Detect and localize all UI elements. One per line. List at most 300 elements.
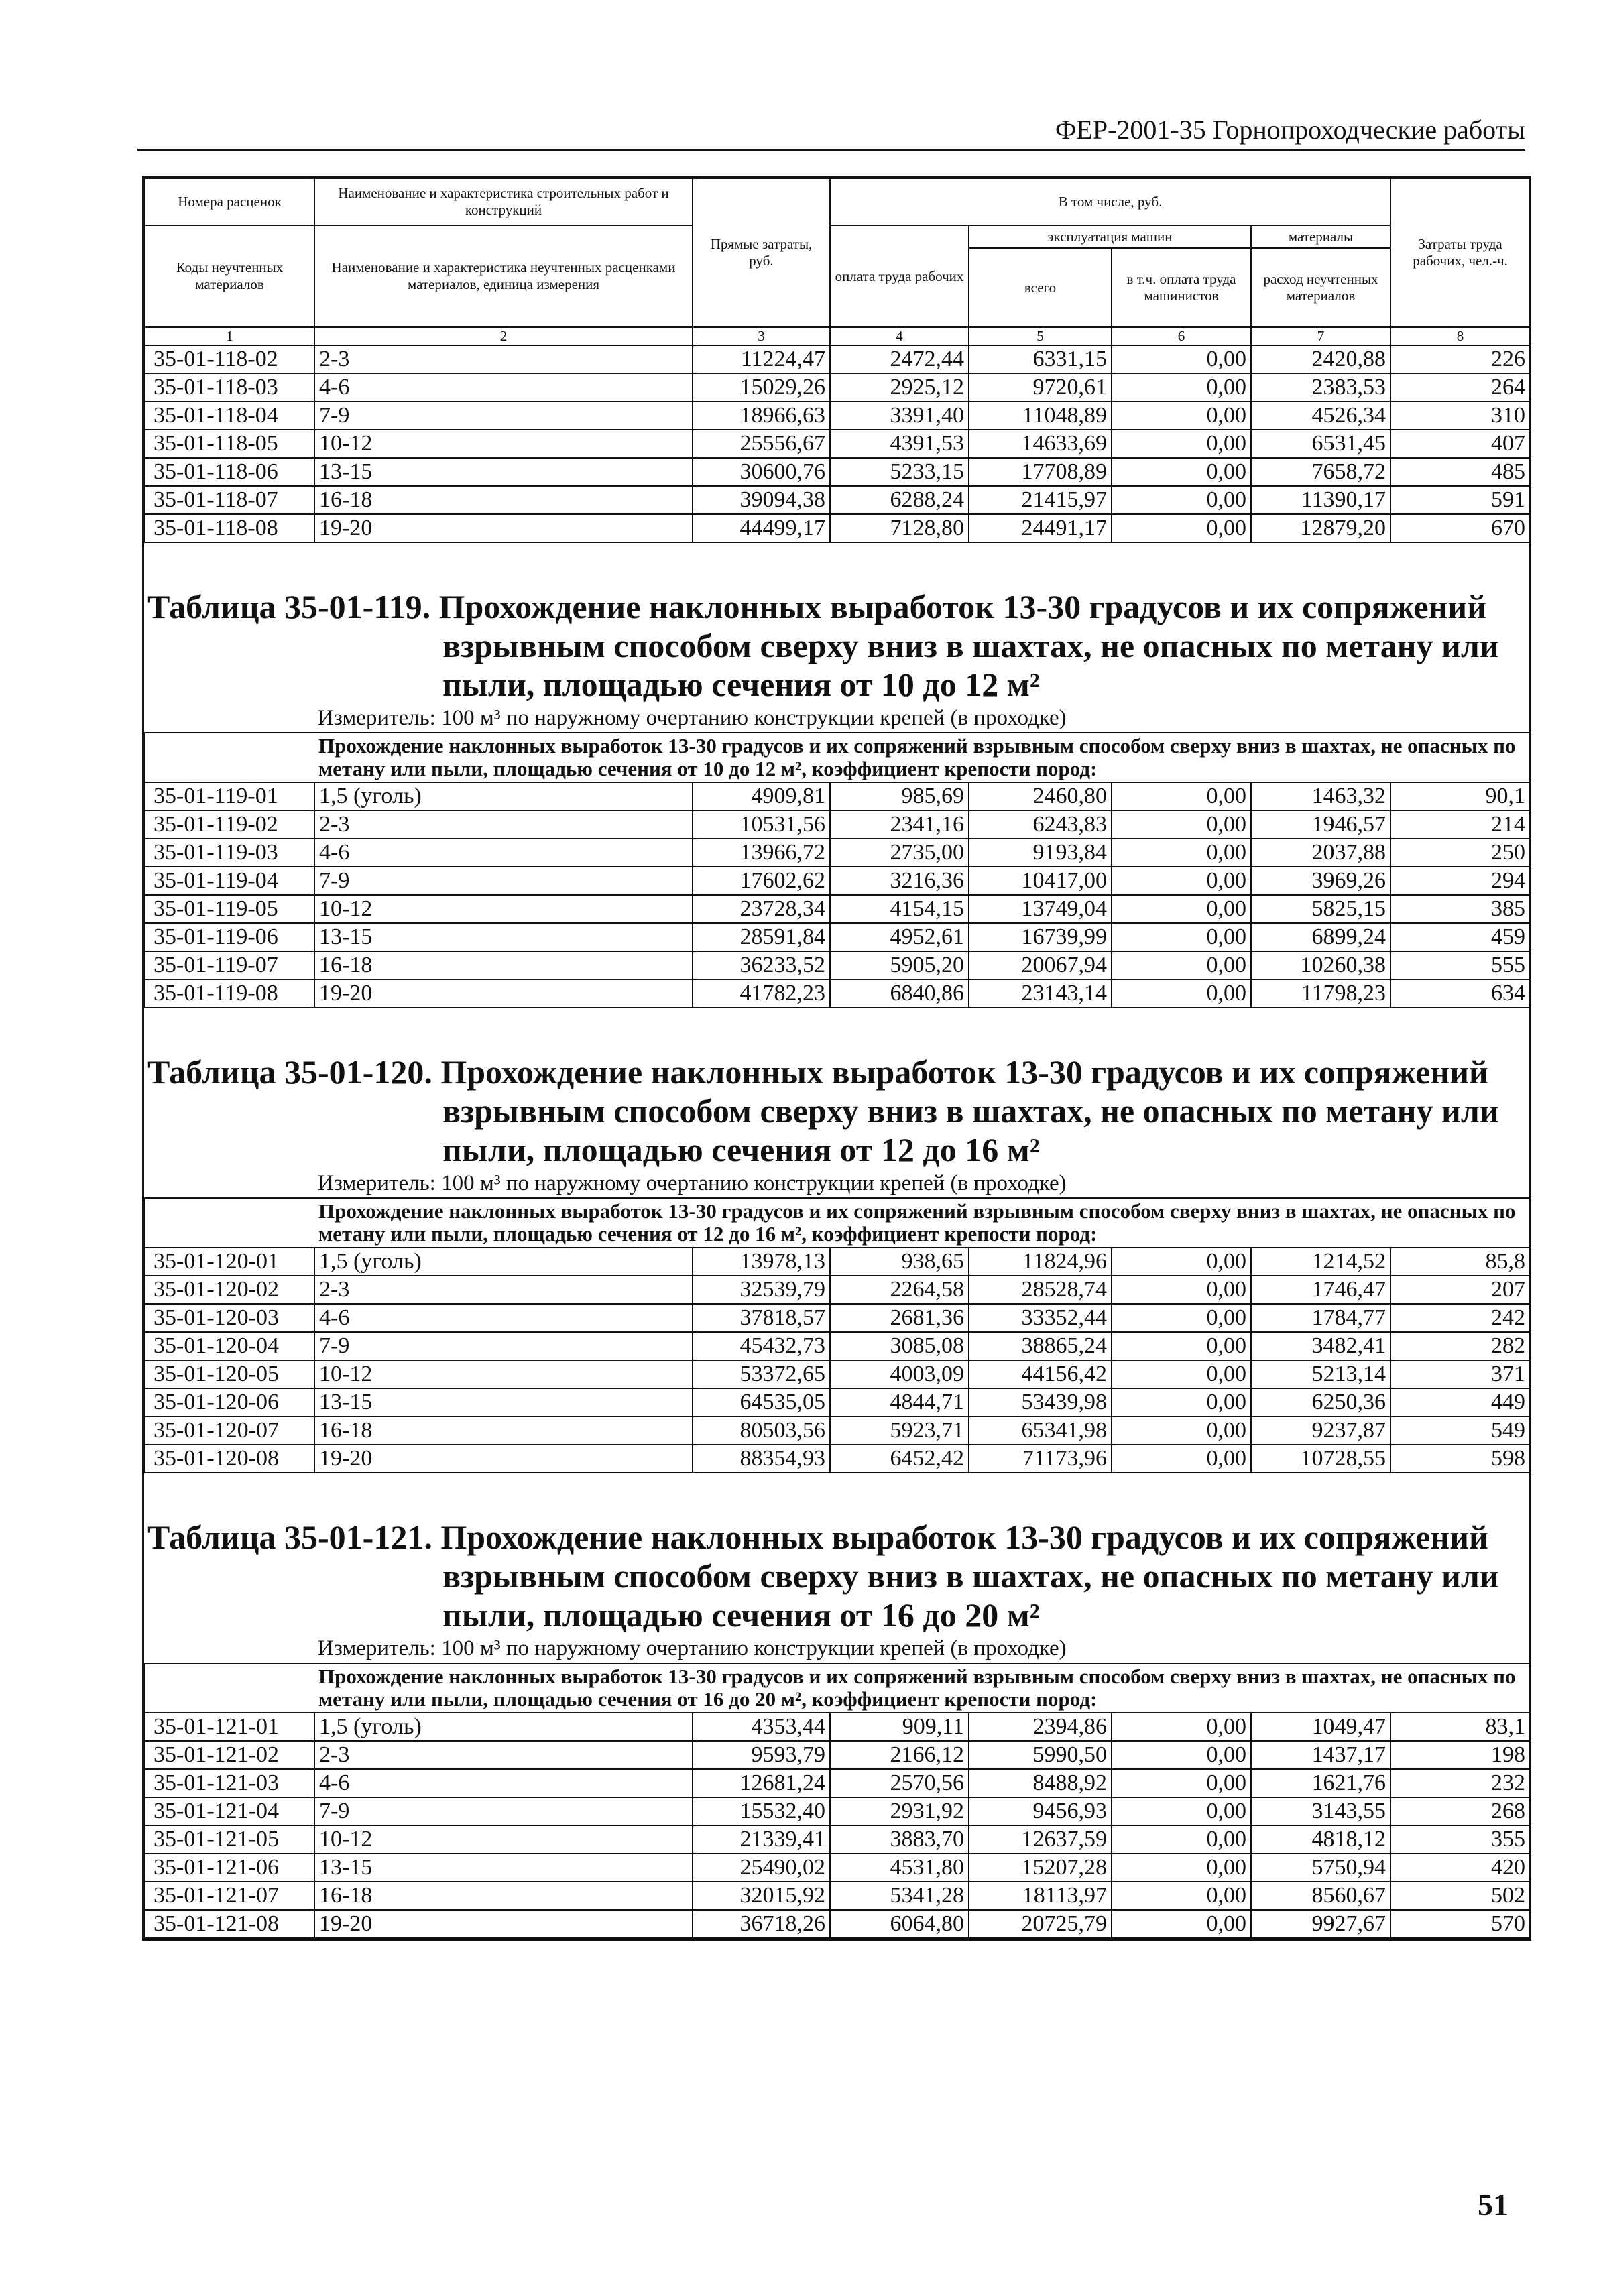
table-row bbox=[145, 810, 1530, 839]
section-title-line: Таблица 35-01-120. Прохождение наклонных выработок 13-30 градусов и их сопряжений bbox=[147, 1053, 1488, 1091]
description-empty bbox=[145, 1663, 314, 1713]
table-cell: 4-6 bbox=[314, 373, 693, 402]
table-cell: 2420,88 bbox=[1251, 345, 1390, 373]
table-cell: 44156,42 bbox=[969, 1360, 1112, 1388]
table-cell: 7658,72 bbox=[1251, 458, 1390, 486]
col-number: 8 bbox=[1390, 327, 1530, 345]
table-cell: 4909,81 bbox=[693, 782, 830, 810]
table-cell: 268 bbox=[1390, 1797, 1530, 1825]
table-cell: 15029,26 bbox=[693, 373, 830, 402]
table-cell: 6064,80 bbox=[830, 1910, 969, 1938]
measure-row bbox=[145, 704, 1530, 733]
table-cell: 385 bbox=[1390, 895, 1530, 923]
table-cell: 670 bbox=[1390, 514, 1530, 542]
table-cell: 28528,74 bbox=[969, 1276, 1112, 1304]
table-cell: 9593,79 bbox=[693, 1741, 830, 1769]
table-cell: 4531,80 bbox=[830, 1854, 969, 1882]
table-cell: 598 bbox=[1390, 1445, 1530, 1473]
table-cell: 23728,34 bbox=[693, 895, 830, 923]
table-cell: 0,00 bbox=[1112, 1416, 1251, 1445]
table-cell: 0,00 bbox=[1112, 1388, 1251, 1416]
table-cell: 634 bbox=[1390, 979, 1530, 1008]
measure-row bbox=[145, 1169, 1530, 1198]
table-cell: 5233,15 bbox=[830, 458, 969, 486]
table-cell: 35-01-120-08 bbox=[145, 1445, 314, 1473]
table-cell: 449 bbox=[1390, 1388, 1530, 1416]
table-cell: 6899,24 bbox=[1251, 923, 1390, 951]
table-cell: 35-01-120-02 bbox=[145, 1276, 314, 1304]
table-cell: 35-01-121-05 bbox=[145, 1825, 314, 1854]
table-cell: 11824,96 bbox=[969, 1248, 1112, 1276]
table-cell: 9720,61 bbox=[969, 373, 1112, 402]
table-row bbox=[145, 1882, 1530, 1910]
table-cell: 35-01-118-05 bbox=[145, 430, 314, 458]
table-cell: 9237,87 bbox=[1251, 1416, 1390, 1445]
table-cell: 41782,23 bbox=[693, 979, 830, 1008]
table-cell: 35-01-121-07 bbox=[145, 1882, 314, 1910]
table-cell: 0,00 bbox=[1112, 1854, 1251, 1882]
table-cell: 5341,28 bbox=[830, 1882, 969, 1910]
description-row bbox=[145, 733, 1530, 782]
table-cell: 35-01-121-04 bbox=[145, 1797, 314, 1825]
table-cell: 35-01-120-01 bbox=[145, 1248, 314, 1276]
table-cell: 207 bbox=[1390, 1276, 1530, 1304]
rates-table bbox=[144, 178, 1531, 1939]
table-cell: 1,5 (уголь) bbox=[314, 782, 693, 810]
table-cell: 549 bbox=[1390, 1416, 1530, 1445]
table-cell: 10-12 bbox=[314, 1360, 693, 1388]
table-cell: 2166,12 bbox=[830, 1741, 969, 1769]
table-cell: 5990,50 bbox=[969, 1741, 1112, 1769]
table-row bbox=[145, 1910, 1530, 1938]
table-cell: 7-9 bbox=[314, 867, 693, 895]
table-cell: 5750,94 bbox=[1251, 1854, 1390, 1882]
table-cell: 17708,89 bbox=[969, 458, 1112, 486]
table-cell: 0,00 bbox=[1112, 345, 1251, 373]
table-cell: 0,00 bbox=[1112, 782, 1251, 810]
table-cell: 3969,26 bbox=[1251, 867, 1390, 895]
table-cell: 1621,76 bbox=[1251, 1769, 1390, 1797]
col-material-name: Наименование и характеристика неучтенных расценками материалов, единица измерения bbox=[314, 225, 693, 327]
table-cell: 2394,86 bbox=[969, 1713, 1112, 1741]
table-cell: 35-01-121-06 bbox=[145, 1854, 314, 1882]
table-cell: 12681,24 bbox=[693, 1769, 830, 1797]
table-cell: 4-6 bbox=[314, 1769, 693, 1797]
table-cell: 2-3 bbox=[314, 1276, 693, 1304]
table-cell: 5905,20 bbox=[830, 951, 969, 979]
table-cell: 11224,47 bbox=[693, 345, 830, 373]
section-title-row bbox=[145, 1043, 1530, 1169]
table-cell: 9193,84 bbox=[969, 839, 1112, 867]
table-header bbox=[145, 178, 1530, 345]
table-cell: 6840,86 bbox=[830, 979, 969, 1008]
table-cell: 6288,24 bbox=[830, 486, 969, 514]
table-cell: 19-20 bbox=[314, 1910, 693, 1938]
table-cell: 294 bbox=[1390, 867, 1530, 895]
table-cell: 0,00 bbox=[1112, 979, 1251, 1008]
table-cell: 10260,38 bbox=[1251, 951, 1390, 979]
table-row bbox=[145, 1276, 1530, 1304]
table-cell: 13-15 bbox=[314, 1854, 693, 1882]
table-cell: 1746,47 bbox=[1251, 1276, 1390, 1304]
table-cell: 53439,98 bbox=[969, 1388, 1112, 1416]
table-cell: 83,1 bbox=[1390, 1713, 1530, 1741]
table-cell: 33352,44 bbox=[969, 1304, 1112, 1332]
spacer-cell bbox=[145, 542, 1530, 578]
description-row bbox=[145, 1663, 1530, 1713]
col-number: 3 bbox=[693, 327, 830, 345]
section-description: Прохождение наклонных выработок 13-30 градусов и их сопряжений взрывным способом сверху вниз в шахтах, не опасных по метану или пыли, площадью сечения от 12 до 16 м², коэффициент крепости пород: bbox=[314, 1198, 1530, 1248]
table-cell: 0,00 bbox=[1112, 514, 1251, 542]
table-row bbox=[145, 1797, 1530, 1825]
table-cell: 19-20 bbox=[314, 514, 693, 542]
table-cell: 3085,08 bbox=[830, 1332, 969, 1360]
table-cell: 420 bbox=[1390, 1854, 1530, 1882]
table-row bbox=[145, 430, 1530, 458]
table-row bbox=[145, 1360, 1530, 1388]
price-table bbox=[142, 176, 1531, 1941]
table-cell: 12879,20 bbox=[1251, 514, 1390, 542]
table-cell: 1049,47 bbox=[1251, 1713, 1390, 1741]
table-cell: 13978,13 bbox=[693, 1248, 830, 1276]
table-row bbox=[145, 895, 1530, 923]
table-cell: 71173,96 bbox=[969, 1445, 1112, 1473]
table-row bbox=[145, 345, 1530, 373]
table-cell: 11390,17 bbox=[1251, 486, 1390, 514]
table-cell: 35-01-118-06 bbox=[145, 458, 314, 486]
table-cell: 0,00 bbox=[1112, 373, 1251, 402]
table-cell: 0,00 bbox=[1112, 1360, 1251, 1388]
table-cell: 45432,73 bbox=[693, 1332, 830, 1360]
table-cell: 214 bbox=[1390, 810, 1530, 839]
table-cell: 1946,57 bbox=[1251, 810, 1390, 839]
table-cell: 485 bbox=[1390, 458, 1530, 486]
table-cell: 6331,15 bbox=[969, 345, 1112, 373]
col-labor: Затраты труда рабочих, чел.-ч. bbox=[1390, 178, 1530, 327]
table-row bbox=[145, 1713, 1530, 1741]
table-cell: 35-01-121-03 bbox=[145, 1769, 314, 1797]
table-cell: 16739,99 bbox=[969, 923, 1112, 951]
table-cell: 35-01-119-02 bbox=[145, 810, 314, 839]
table-cell: 8488,92 bbox=[969, 1769, 1112, 1797]
table-cell: 10728,55 bbox=[1251, 1445, 1390, 1473]
section-title-line: взрывным способом сверху вниз в шахтах, не опасных по метану или bbox=[442, 1092, 1499, 1130]
table-cell: 0,00 bbox=[1112, 1248, 1251, 1276]
section-title-line: пыли, площадью сечения от 10 до 12 м² bbox=[442, 666, 1040, 703]
table-cell: 0,00 bbox=[1112, 1445, 1251, 1473]
column-numbers-row bbox=[145, 327, 1530, 345]
table-cell: 25556,67 bbox=[693, 430, 830, 458]
table-cell: 0,00 bbox=[1112, 458, 1251, 486]
table-cell: 13-15 bbox=[314, 923, 693, 951]
section-measure: Измеритель: 100 м³ по наружному очертанию конструкции крепей (в проходке) bbox=[145, 704, 1530, 733]
table-cell: 35-01-118-08 bbox=[145, 514, 314, 542]
table-cell: 310 bbox=[1390, 402, 1530, 430]
table-cell: 35-01-119-01 bbox=[145, 782, 314, 810]
table-cell: 20067,94 bbox=[969, 951, 1112, 979]
table-cell: 35-01-119-06 bbox=[145, 923, 314, 951]
table-cell: 32015,92 bbox=[693, 1882, 830, 1910]
table-cell: 0,00 bbox=[1112, 951, 1251, 979]
table-cell: 35-01-118-07 bbox=[145, 486, 314, 514]
col-rate-numbers: Номера расценок bbox=[145, 178, 314, 225]
table-cell: 2-3 bbox=[314, 1741, 693, 1769]
table-cell: 9927,67 bbox=[1251, 1910, 1390, 1938]
table-row bbox=[145, 514, 1530, 542]
table-cell: 282 bbox=[1390, 1332, 1530, 1360]
table-row bbox=[145, 486, 1530, 514]
table-cell: 3482,41 bbox=[1251, 1332, 1390, 1360]
table-cell: 23143,14 bbox=[969, 979, 1112, 1008]
col-expense: расход неучтенных материалов bbox=[1251, 248, 1390, 327]
table-cell: 2570,56 bbox=[830, 1769, 969, 1797]
table-cell: 0,00 bbox=[1112, 867, 1251, 895]
table-cell: 35-01-118-02 bbox=[145, 345, 314, 373]
table-cell: 2-3 bbox=[314, 810, 693, 839]
table-row bbox=[145, 1769, 1530, 1797]
table-cell: 80503,56 bbox=[693, 1416, 830, 1445]
table-cell: 35-01-120-04 bbox=[145, 1332, 314, 1360]
table-body bbox=[145, 345, 1530, 1938]
section-spacer bbox=[145, 1473, 1530, 1508]
page-number: 51 bbox=[1478, 2187, 1508, 2222]
table-cell: 15532,40 bbox=[693, 1797, 830, 1825]
table-cell: 5213,14 bbox=[1251, 1360, 1390, 1388]
table-cell: 2264,58 bbox=[830, 1276, 969, 1304]
table-cell: 35-01-118-04 bbox=[145, 402, 314, 430]
table-cell: 0,00 bbox=[1112, 895, 1251, 923]
table-cell: 35-01-119-05 bbox=[145, 895, 314, 923]
table-cell: 0,00 bbox=[1112, 430, 1251, 458]
table-cell: 35-01-119-04 bbox=[145, 867, 314, 895]
table-cell: 90,1 bbox=[1390, 782, 1530, 810]
description-empty bbox=[145, 733, 314, 782]
table-cell: 3883,70 bbox=[830, 1825, 969, 1854]
table-cell: 35-01-120-07 bbox=[145, 1416, 314, 1445]
section-title-line: Таблица 35-01-121. Прохождение наклонных выработок 13-30 градусов и их сопряжений bbox=[147, 1518, 1488, 1556]
table-cell: 459 bbox=[1390, 923, 1530, 951]
table-cell: 18966,63 bbox=[693, 402, 830, 430]
table-cell: 13-15 bbox=[314, 1388, 693, 1416]
table-cell: 21415,97 bbox=[969, 486, 1112, 514]
col-material-codes: Коды неучтенных материалов bbox=[145, 225, 314, 327]
table-cell: 24491,17 bbox=[969, 514, 1112, 542]
table-cell: 35-01-120-06 bbox=[145, 1388, 314, 1416]
table-cell: 36718,26 bbox=[693, 1910, 830, 1938]
table-cell: 14633,69 bbox=[969, 430, 1112, 458]
table-cell: 7-9 bbox=[314, 1332, 693, 1360]
col-including: В том числе, руб. bbox=[830, 178, 1390, 225]
table-cell: 1,5 (уголь) bbox=[314, 1713, 693, 1741]
table-cell: 16-18 bbox=[314, 486, 693, 514]
table-cell: 44499,17 bbox=[693, 514, 830, 542]
table-row bbox=[145, 458, 1530, 486]
table-cell: 6250,36 bbox=[1251, 1388, 1390, 1416]
section-title-line: взрывным способом сверху вниз в шахтах, не опасных по метану или bbox=[442, 627, 1499, 664]
table-cell: 2931,92 bbox=[830, 1797, 969, 1825]
table-cell: 3391,40 bbox=[830, 402, 969, 430]
table-cell: 2341,16 bbox=[830, 810, 969, 839]
table-cell: 35-01-121-08 bbox=[145, 1910, 314, 1938]
description-row bbox=[145, 1198, 1530, 1248]
table-cell: 5825,15 bbox=[1251, 895, 1390, 923]
table-cell: 7-9 bbox=[314, 402, 693, 430]
table-cell: 16-18 bbox=[314, 951, 693, 979]
table-cell: 10417,00 bbox=[969, 867, 1112, 895]
table-cell: 4391,53 bbox=[830, 430, 969, 458]
table-cell: 250 bbox=[1390, 839, 1530, 867]
table-cell: 13749,04 bbox=[969, 895, 1112, 923]
table-row bbox=[145, 839, 1530, 867]
table-cell: 53372,65 bbox=[693, 1360, 830, 1388]
table-cell: 8560,67 bbox=[1251, 1882, 1390, 1910]
table-cell: 4154,15 bbox=[830, 895, 969, 923]
table-cell: 2383,53 bbox=[1251, 373, 1390, 402]
table-cell: 264 bbox=[1390, 373, 1530, 402]
table-row bbox=[145, 1304, 1530, 1332]
section-description: Прохождение наклонных выработок 13-30 градусов и их сопряжений взрывным способом сверху вниз в шахтах, не опасных по метану или пыли, площадью сечения от 10 до 12 м², коэффициент крепости пород: bbox=[314, 733, 1530, 782]
col-number: 6 bbox=[1112, 327, 1251, 345]
section-title bbox=[145, 578, 1530, 704]
table-cell: 35-01-121-02 bbox=[145, 1741, 314, 1769]
table-cell: 30600,76 bbox=[693, 458, 830, 486]
section-measure: Измеритель: 100 м³ по наружному очертанию конструкции крепей (в проходке) bbox=[145, 1634, 1530, 1663]
table-cell: 5923,71 bbox=[830, 1416, 969, 1445]
table-cell: 35-01-119-07 bbox=[145, 951, 314, 979]
table-cell: 938,65 bbox=[830, 1248, 969, 1276]
table-cell: 4-6 bbox=[314, 1304, 693, 1332]
table-row bbox=[145, 782, 1530, 810]
table-cell: 38865,24 bbox=[969, 1332, 1112, 1360]
col-number: 7 bbox=[1251, 327, 1390, 345]
section-measure: Измеритель: 100 м³ по наружному очертанию конструкции крепей (в проходке) bbox=[145, 1169, 1530, 1198]
table-cell: 35-01-121-01 bbox=[145, 1713, 314, 1741]
table-cell: 2-3 bbox=[314, 345, 693, 373]
table-cell: 371 bbox=[1390, 1360, 1530, 1388]
table-row bbox=[145, 923, 1530, 951]
table-cell: 0,00 bbox=[1112, 1304, 1251, 1332]
section-title-row bbox=[145, 578, 1530, 704]
table-cell: 4003,09 bbox=[830, 1360, 969, 1388]
section-title bbox=[145, 1508, 1530, 1634]
table-row bbox=[145, 1854, 1530, 1882]
table-row bbox=[145, 1332, 1530, 1360]
table-cell: 11048,89 bbox=[969, 402, 1112, 430]
table-cell: 0,00 bbox=[1112, 839, 1251, 867]
table-cell: 0,00 bbox=[1112, 1332, 1251, 1360]
running-header: ФЕР-2001-35 Горнопроходческие работы bbox=[137, 113, 1525, 151]
spacer-cell bbox=[145, 1008, 1530, 1043]
table-cell: 591 bbox=[1390, 486, 1530, 514]
table-cell: 4844,71 bbox=[830, 1388, 969, 1416]
table-cell: 6243,83 bbox=[969, 810, 1112, 839]
table-cell: 232 bbox=[1390, 1769, 1530, 1797]
table-cell: 11798,23 bbox=[1251, 979, 1390, 1008]
table-cell: 2460,80 bbox=[969, 782, 1112, 810]
table-cell: 407 bbox=[1390, 430, 1530, 458]
section-title-line: пыли, площадью сечения от 16 до 20 м² bbox=[442, 1596, 1040, 1634]
table-cell: 1463,32 bbox=[1251, 782, 1390, 810]
table-cell: 502 bbox=[1390, 1882, 1530, 1910]
table-cell: 555 bbox=[1390, 951, 1530, 979]
table-cell: 0,00 bbox=[1112, 1797, 1251, 1825]
table-cell: 0,00 bbox=[1112, 923, 1251, 951]
section-title-line: Таблица 35-01-119. Прохождение наклонных выработок 13-30 градусов и их сопряжений bbox=[147, 588, 1487, 625]
table-cell: 3216,36 bbox=[830, 867, 969, 895]
table-cell: 0,00 bbox=[1112, 1910, 1251, 1938]
table-cell: 21339,41 bbox=[693, 1825, 830, 1854]
col-machines: эксплуатация машин bbox=[969, 225, 1251, 248]
table-cell: 25490,02 bbox=[693, 1854, 830, 1882]
col-work-name: Наименование и характеристика строительных работ и конструкций bbox=[314, 178, 693, 225]
col-materials: материалы bbox=[1251, 225, 1390, 248]
table-cell: 28591,84 bbox=[693, 923, 830, 951]
table-cell: 13-15 bbox=[314, 458, 693, 486]
table-cell: 242 bbox=[1390, 1304, 1530, 1332]
table-row bbox=[145, 1825, 1530, 1854]
table-row bbox=[145, 1416, 1530, 1445]
table-row bbox=[145, 979, 1530, 1008]
section-title-line: взрывным способом сверху вниз в шахтах, не опасных по метану или bbox=[442, 1557, 1499, 1595]
table-cell: 0,00 bbox=[1112, 1882, 1251, 1910]
table-cell: 1,5 (уголь) bbox=[314, 1248, 693, 1276]
table-cell: 0,00 bbox=[1112, 486, 1251, 514]
col-number: 4 bbox=[830, 327, 969, 345]
table-cell: 10531,56 bbox=[693, 810, 830, 839]
col-total: всего bbox=[969, 248, 1112, 327]
table-row bbox=[145, 867, 1530, 895]
table-cell: 85,8 bbox=[1390, 1248, 1530, 1276]
table-cell: 15207,28 bbox=[969, 1854, 1112, 1882]
measure-row bbox=[145, 1634, 1530, 1663]
table-cell: 2735,00 bbox=[830, 839, 969, 867]
table-cell: 570 bbox=[1390, 1910, 1530, 1938]
table-cell: 1784,77 bbox=[1251, 1304, 1390, 1332]
table-cell: 16-18 bbox=[314, 1416, 693, 1445]
table-cell: 4526,34 bbox=[1251, 402, 1390, 430]
table-cell: 0,00 bbox=[1112, 1769, 1251, 1797]
col-number: 2 bbox=[314, 327, 693, 345]
table-cell: 4952,61 bbox=[830, 923, 969, 951]
section-spacer bbox=[145, 1008, 1530, 1043]
table-row bbox=[145, 1388, 1530, 1416]
table-cell: 226 bbox=[1390, 345, 1530, 373]
table-cell: 10-12 bbox=[314, 895, 693, 923]
table-row bbox=[145, 1445, 1530, 1473]
table-cell: 35-01-120-05 bbox=[145, 1360, 314, 1388]
table-cell: 18113,97 bbox=[969, 1882, 1112, 1910]
table-row bbox=[145, 373, 1530, 402]
table-cell: 4-6 bbox=[314, 839, 693, 867]
table-cell: 6452,42 bbox=[830, 1445, 969, 1473]
table-cell: 355 bbox=[1390, 1825, 1530, 1854]
table-cell: 0,00 bbox=[1112, 810, 1251, 839]
table-cell: 13966,72 bbox=[693, 839, 830, 867]
table-cell: 65341,98 bbox=[969, 1416, 1112, 1445]
table-cell: 35-01-119-08 bbox=[145, 979, 314, 1008]
table-cell: 2037,88 bbox=[1251, 839, 1390, 867]
table-cell: 7-9 bbox=[314, 1797, 693, 1825]
table-cell: 64535,05 bbox=[693, 1388, 830, 1416]
section-description: Прохождение наклонных выработок 13-30 градусов и их сопряжений взрывным способом сверху вниз в шахтах, не опасных по метану или пыли, площадью сечения от 16 до 20 м², коэффициент крепости пород: bbox=[314, 1663, 1530, 1713]
table-cell: 198 bbox=[1390, 1741, 1530, 1769]
spacer-cell bbox=[145, 1473, 1530, 1508]
table-cell: 909,11 bbox=[830, 1713, 969, 1741]
table-cell: 19-20 bbox=[314, 979, 693, 1008]
table-cell: 35-01-120-03 bbox=[145, 1304, 314, 1332]
table-cell: 35-01-119-03 bbox=[145, 839, 314, 867]
table-cell: 10-12 bbox=[314, 1825, 693, 1854]
